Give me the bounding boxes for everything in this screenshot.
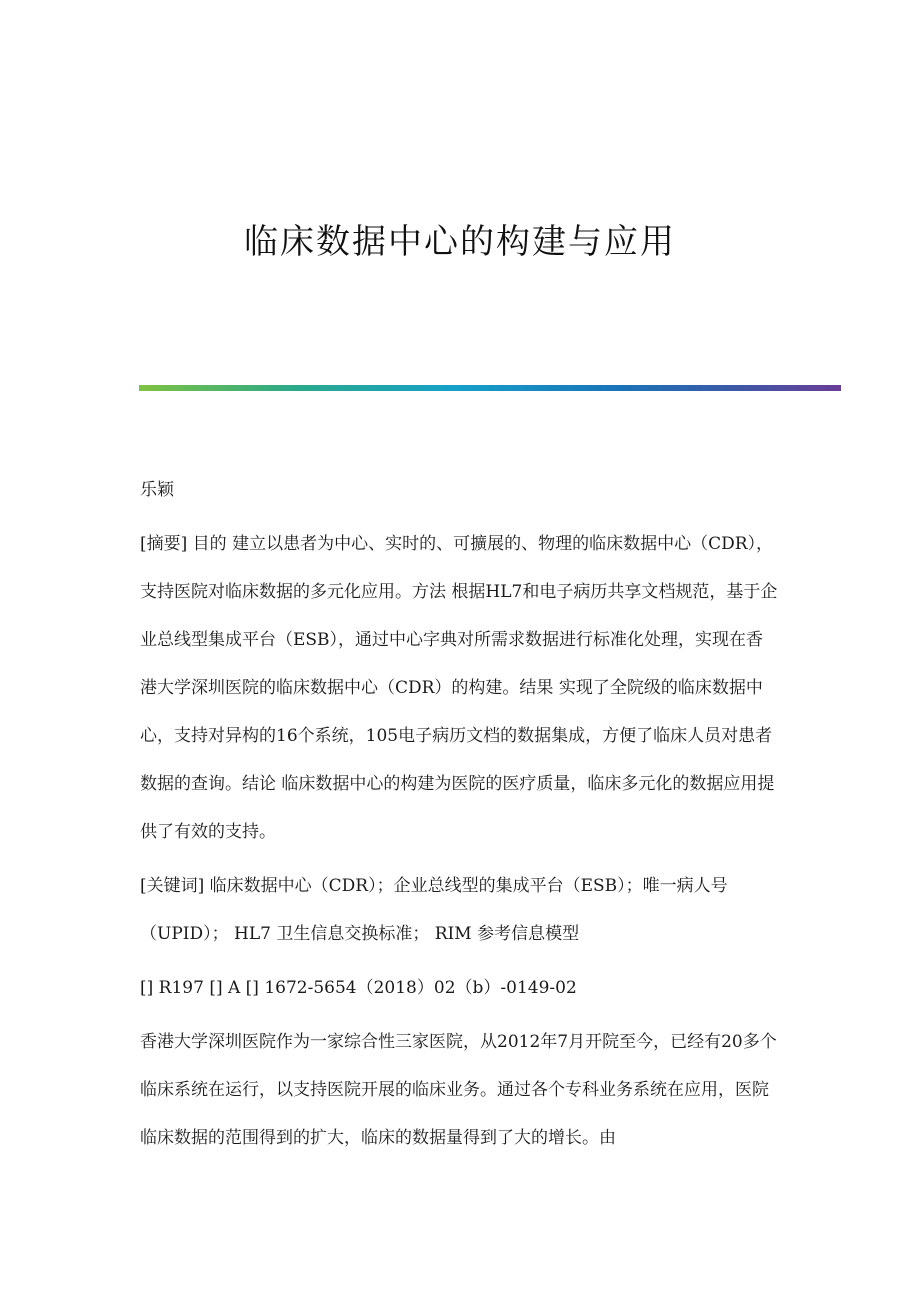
- document-title: 临床数据中心的构建与应用: [244, 222, 676, 262]
- keywords-paragraph: [关键词] 临床数据中心（CDR）；企业总线型的集成平台（ESB）；唯一病人号（UPID）； HL7 卫生信息交换标准； RIM 参考信息模型: [140, 876, 728, 944]
- classification-line: [] R197 [] A [] 1672-5654（2018）02（b）-0149-02: [140, 978, 577, 998]
- author-name: 乐颖: [140, 480, 174, 500]
- gradient-divider: [139, 385, 841, 391]
- intro-paragraph: 香港大学深圳医院作为一家综合性三家医院，从2012年7月开院至今，已经有20多个临床系统在运行，以支持医院开展的临床业务。通过各个专科业务系统在应用，医院临床数据的范围得到的扩大，临床的数据量得到了大的增长。由: [140, 1032, 777, 1148]
- document-body: [140, 466, 780, 1162]
- abstract-paragraph: [摘要] 目的 建立以患者为中心、实时的、可擴展的、物理的临床数据中心（CDR），支持医院对临床数据的多元化应用。方法 根据HL7和电子病历共享文档规范，基于企业总线型集成平台（ESB），通过中心字典对所需求数据进行标准化处理，实现在香港大学深圳医院的临床数据中心（CDR）的构建。结果 实现了全院级的临床数据中心，支持对异构的16个系统，105电子病历文档的数据集成，方便了临床人员对患者数据的查询。结论 临床数据中心的构建为医院的医疗质量，临床多元化的数据应用提供了有效的支持。: [140, 534, 778, 842]
